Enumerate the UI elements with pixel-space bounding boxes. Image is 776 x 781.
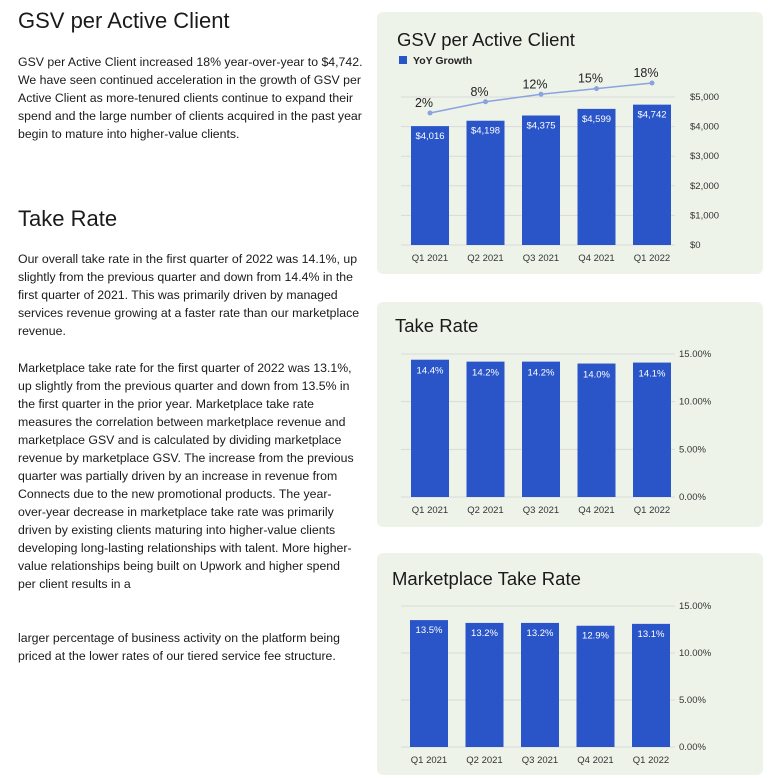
bar-value-label: 13.5% — [415, 625, 443, 637]
x-tick-label: Q3 2021 — [521, 755, 559, 766]
chart-title: Take Rate — [395, 315, 479, 336]
x-tick-label: Q3 2021 — [522, 505, 560, 516]
growth-point — [650, 81, 655, 86]
bar-value-label: $4,375 — [526, 120, 556, 132]
bar-value-label: 14.0% — [583, 369, 610, 381]
chart-title: Marketplace Take Rate — [392, 568, 581, 589]
y-tick-label: $5,000 — [690, 92, 720, 103]
bar-value-label: 13.2% — [526, 627, 554, 639]
y-tick-label: $4,000 — [690, 121, 720, 133]
bar — [467, 362, 505, 497]
x-tick-label: Q4 2021 — [578, 505, 615, 516]
growth-label: 18% — [633, 66, 659, 80]
take-rate-paragraph-3: larger percentage of business activity on the platform being priced at the lower rates of our tiered service fee structure. — [18, 631, 340, 663]
y-tick-label: 0.00% — [679, 742, 706, 753]
bar-value-label: 13.2% — [471, 627, 498, 639]
y-tick-label: $3,000 — [690, 151, 720, 163]
bar-value-label: 14.2% — [527, 367, 555, 379]
y-tick-label: $0 — [690, 240, 701, 251]
x-tick-label: Q3 2021 — [522, 253, 560, 264]
bar — [411, 360, 449, 497]
x-tick-label: Q1 2022 — [633, 253, 671, 264]
bar — [633, 105, 671, 245]
bar — [410, 620, 448, 747]
x-tick-label: Q1 2022 — [632, 755, 670, 766]
take-rate-chart-card — [377, 302, 763, 527]
bar-value-label: $4,016 — [415, 131, 445, 143]
take-rate-paragraph-1: Our overall take rate in the first quarter of 2022 was 14.1%, up slightly from the previous quarter and down from 14.4% in the first quarter of 2021. This was primarily driven by managed services revenue growing at a faster rate than our marketplace revenue. — [18, 252, 360, 338]
gsv-chart — [377, 12, 763, 274]
y-tick-label: 15.00% — [679, 349, 712, 360]
x-tick-label: Q1 2021 — [410, 755, 448, 766]
growth-point — [539, 92, 544, 97]
y-tick-label: $2,000 — [690, 180, 720, 192]
bar-value-label: 12.9% — [582, 630, 609, 642]
y-tick-label: 5.00% — [679, 444, 706, 456]
growth-label: 15% — [577, 71, 604, 86]
bar-value-label: 14.1% — [638, 368, 666, 380]
x-tick-label: Q4 2021 — [577, 755, 614, 766]
growth-point — [594, 86, 599, 91]
bar-value-label: $4,599 — [581, 113, 612, 125]
bar — [411, 126, 449, 245]
bar-value-label: $4,742 — [637, 109, 667, 121]
marketplace-take-rate-chart — [377, 553, 763, 775]
legend-label: YoY Growth — [413, 55, 473, 67]
y-tick-label: 10.00% — [679, 648, 712, 659]
take-rate-chart — [377, 302, 763, 527]
bar — [522, 362, 560, 497]
growth-point — [428, 111, 433, 116]
y-tick-label: $1,000 — [690, 210, 720, 222]
marketplace-take-rate-chart-card — [377, 553, 763, 775]
growth-label: 8% — [470, 84, 489, 99]
gsv-heading: GSV per Active Client — [18, 8, 230, 33]
legend-swatch — [399, 56, 407, 64]
y-tick-label: 15.00% — [679, 601, 712, 612]
bar — [633, 363, 671, 497]
bar-value-label: 13.1% — [637, 628, 665, 640]
growth-label: 12% — [522, 77, 548, 92]
x-tick-label: Q2 2021 — [467, 505, 504, 516]
chart-title: GSV per Active Client — [397, 29, 575, 50]
bar — [467, 121, 505, 245]
bar — [522, 116, 560, 246]
bar — [577, 626, 615, 747]
x-tick-label: Q1 2021 — [411, 505, 449, 516]
gsv-paragraph: GSV per Active Client increased 18% year-over-year to $4,742. We have seen continued acceleration in the growth of GSV per Active Client as more-tenured clients continue to expand their spend and the large number of clients acquired in the past year begin to mature into higher-value clients. — [18, 55, 363, 141]
take-rate-heading: Take Rate — [18, 206, 118, 231]
bar — [466, 623, 504, 747]
take-rate-paragraph-2: Marketplace take rate for the first quarter of 2022 was 13.1%, up slightly from the previous quarter and down from 13.5% in the first quarter in the prior year. Marketplace take rate measures the correlation between marketplace revenue and marketplace GSV and is calculated by dividing marketplace revenue by marketplace GSV. The increase from the previous quarter was partially driven by an increase in revenue from Connects due to the new promotional products. The year-over-year decrease in marketplace take rate was primarily driven by existing clients maturing into higher-value clients developing long-lasting relationships with talent. More higher-value relationships being built on Upwork and higher spend per client results in a — [18, 361, 354, 591]
y-tick-label: 0.00% — [679, 492, 706, 503]
growth-point — [483, 99, 488, 104]
bar-value-label: 14.2% — [472, 367, 499, 379]
bar — [632, 624, 670, 747]
bar — [578, 109, 616, 245]
x-tick-label: Q1 2022 — [633, 505, 671, 516]
x-tick-label: Q2 2021 — [467, 253, 504, 264]
x-tick-label: Q4 2021 — [578, 253, 615, 264]
y-tick-label: 5.00% — [679, 695, 706, 706]
y-tick-label: 10.00% — [679, 396, 712, 408]
growth-label: 2% — [414, 96, 434, 110]
bar-value-label: $4,198 — [470, 125, 501, 137]
gsv-chart-card — [377, 12, 763, 274]
bar — [578, 364, 616, 497]
bar — [521, 623, 559, 747]
bar-value-label: 14.4% — [416, 365, 444, 377]
x-tick-label: Q1 2021 — [411, 253, 449, 264]
x-tick-label: Q2 2021 — [466, 755, 503, 766]
